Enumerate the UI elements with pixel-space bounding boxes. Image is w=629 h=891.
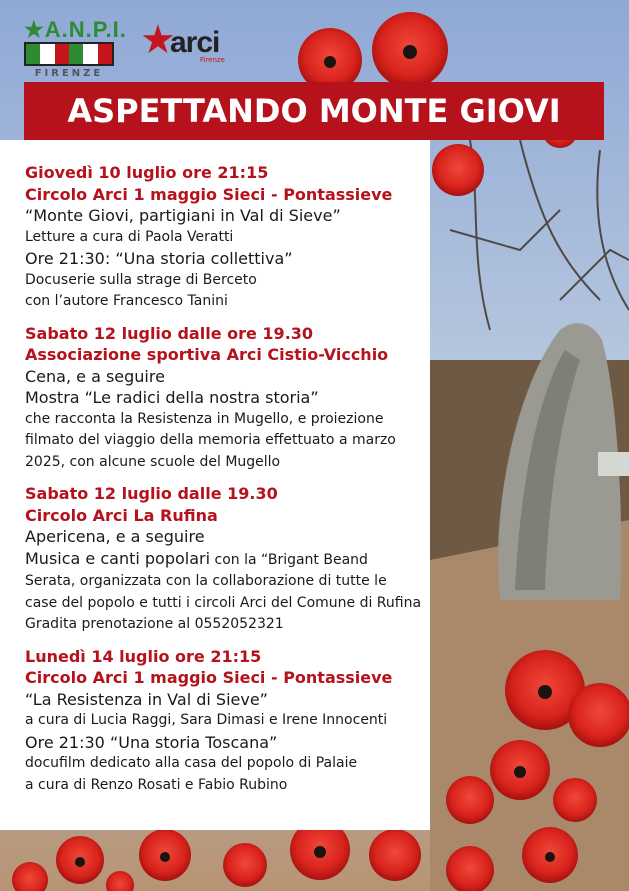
event-line: Mostra “Le radici della nostra storia” bbox=[25, 388, 319, 407]
event-line: 2025, con alcune scuole del Mugello bbox=[25, 453, 281, 470]
event-line: filmato del viaggio della memoria effettuato a marzo bbox=[25, 432, 396, 448]
event-1 bbox=[25, 162, 435, 313]
event-line: Serata, organizzata con la collaborazione di tutte le bbox=[25, 573, 387, 589]
event-venue: Circolo Arci 1 maggio Sieci - Pontassieve bbox=[25, 668, 393, 687]
event-line: a cura di Lucia Raggi, Sara Dimasi e Irene Innocenti bbox=[25, 712, 388, 728]
arci-logo-name: arci bbox=[170, 26, 220, 59]
event-line: Docuserie sulla strage di Berceto bbox=[25, 271, 257, 288]
event-line: “La Resistenza in Val di Sieve” bbox=[25, 689, 268, 709]
event-line-highlight: Musica e canti popolari bbox=[25, 548, 211, 568]
event-date: Giovedì 10 luglio ore 21:15 bbox=[25, 163, 269, 182]
anpi-logo bbox=[24, 17, 127, 79]
event-date: Sabato 12 luglio dalle ore 19.30 bbox=[25, 323, 314, 343]
event-date: Sabato 12 luglio dalle 19.30 bbox=[25, 484, 278, 503]
event-line: Letture a cura di Paola Veratti bbox=[25, 228, 234, 245]
event-line-tail: con la “Brigant Beand bbox=[214, 551, 368, 568]
event-2 bbox=[25, 323, 435, 474]
event-line: con l’autore Francesco Tanini bbox=[25, 293, 228, 309]
event-line: “Monte Giovi, partigiani in Val di Sieve” bbox=[25, 206, 341, 225]
event-venue: Associazione sportiva Arci Cistio-Vicchio bbox=[25, 345, 389, 364]
event-line: Cena, e a seguire bbox=[25, 366, 165, 386]
event-4 bbox=[25, 646, 435, 797]
event-venue: Circolo Arci 1 maggio Sieci - Pontassieve bbox=[25, 184, 393, 204]
event-line: Ore 21:30: “Una storia collettiva” bbox=[25, 249, 293, 268]
event-line: a cura di Renzo Rosati e Fabio Rubino bbox=[25, 776, 288, 793]
event-line: Apericena, e a seguire bbox=[25, 527, 205, 546]
event-line bbox=[25, 548, 435, 572]
anpi-logo-city: FIRENZE bbox=[34, 68, 104, 79]
events-list bbox=[25, 162, 435, 806]
event-line: docufilm dedicato alla casa del popolo di Palaie bbox=[25, 755, 358, 771]
event-line: Gradita prenotazione al 0552052321 bbox=[25, 616, 284, 632]
event-line: che racconta la Resistenza in Mugello, e proiezione bbox=[25, 410, 384, 427]
arci-star-icon: ★ bbox=[140, 17, 176, 63]
page-title: ASPETTANDO MONTE GIOVI 2025 bbox=[24, 82, 604, 140]
event-venue: Circolo Arci La Rufina bbox=[25, 505, 218, 525]
event-date: Lunedì 14 luglio ore 21:15 bbox=[25, 646, 262, 666]
arci-logo-city: Firenze bbox=[200, 56, 225, 64]
event-line: case del popolo e tutti i circoli Arci del Comune di Rufina bbox=[25, 594, 422, 611]
event-3 bbox=[25, 483, 435, 636]
anpi-logo-name: ★A.N.P.I. bbox=[24, 17, 127, 42]
italian-flag-icon bbox=[24, 42, 114, 66]
event-line: Ore 21:30 “Una storia Toscana” bbox=[25, 732, 278, 752]
